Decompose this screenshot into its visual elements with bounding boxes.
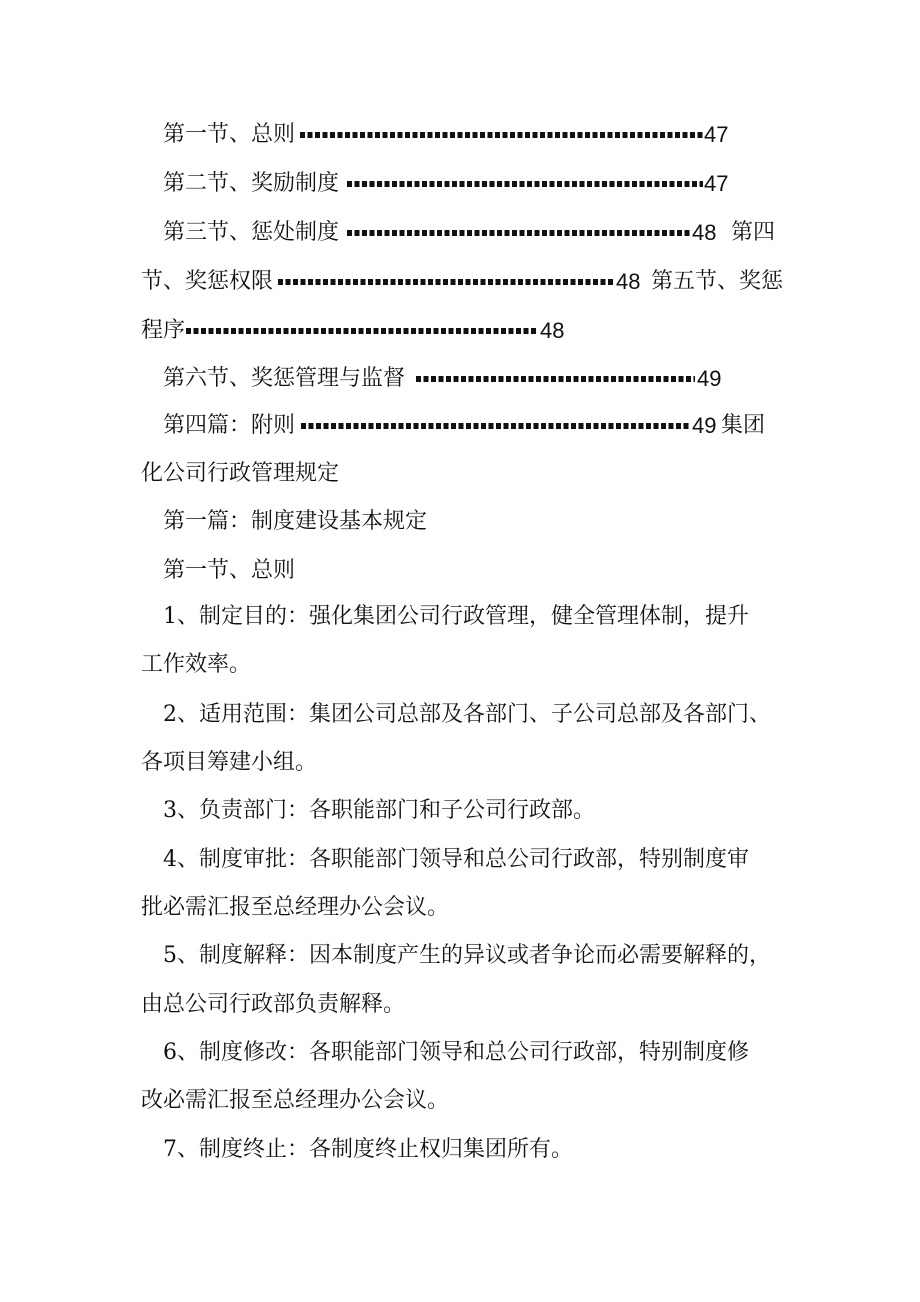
toc-entry [0,115,920,155]
toc-entry-title: 第六节、奖惩管理与监督 [163,366,406,391]
toc-entry [0,311,920,351]
toc-page-number: 48 [540,318,565,343]
toc-page-number: 48 [616,269,641,294]
document-title: 化公司行政管理规定 [141,461,340,486]
paragraph-line: 3、负责部门：各职能部门和子公司行政部。 [163,798,595,823]
toc-page-number: 49 [692,413,717,438]
paragraph-line: 1、制定目的：强化集团公司行政管理，健全管理体制，提升 [163,604,749,629]
toc-leader-dots [347,181,703,187]
paragraph-line: 工作效率。 [141,652,252,677]
toc-page-number: 48 [692,220,717,245]
toc-entry-title: 第四篇：附则 [163,413,296,438]
paragraph-line: 各项目筹建小组。 [141,750,318,775]
toc-leader-dots [301,423,690,429]
paragraph-line: 5、制度解释：因本制度产生的异议或者争论而必需要解释的， [163,943,771,968]
toc-leader-dots [278,279,614,285]
toc-entry-title-continued: 第四 [731,220,776,245]
toc-entry-title-continued: 集团 [721,413,766,438]
toc-entry [0,164,920,204]
paragraph-line: 由总公司行政部负责解释。 [141,992,406,1017]
part-heading: 第一篇：制度建设基本规定 [163,509,428,534]
toc-leader-dots [186,328,538,334]
section-heading: 第一节、总则 [163,558,296,583]
toc-page-number: 49 [697,366,722,391]
paragraph-line: 6、制度修改：各职能部门领导和总公司行政部，特别制度修 [163,1040,749,1065]
toc-entry-title: 第三节、惩处制度 [163,220,340,245]
toc-entry-title: 节、奖惩权限 [141,269,274,294]
toc-entry-title: 第一节、总则 [163,122,296,147]
toc-entry [0,213,920,253]
toc-entry [0,262,920,302]
paragraph-line: 7、制度终止：各制度终止权归集团所有。 [163,1137,573,1162]
paragraph-line: 改必需汇报至总经理办公会议。 [141,1088,450,1113]
toc-entry-title: 程序 [141,318,186,343]
toc-leader-dots [347,230,690,236]
toc-entry [0,359,920,399]
paragraph-line: 4、制度审批：各职能部门领导和总公司行政部，特别制度审 [163,847,749,872]
paragraph-line: 2、适用范围：集团公司总部及各部门、子公司总部及各部门、 [163,702,771,727]
toc-entry [0,406,920,446]
toc-leader-dots [416,376,695,382]
toc-page-number: 47 [704,122,729,147]
paragraph-line: 批必需汇报至总经理办公会议。 [141,895,450,920]
toc-leader-dots [300,132,703,138]
toc-entry-title-continued: 第五节、奖惩 [651,269,784,294]
toc-page-number: 47 [704,171,729,196]
toc-entry-title: 第二节、奖励制度 [163,171,340,196]
